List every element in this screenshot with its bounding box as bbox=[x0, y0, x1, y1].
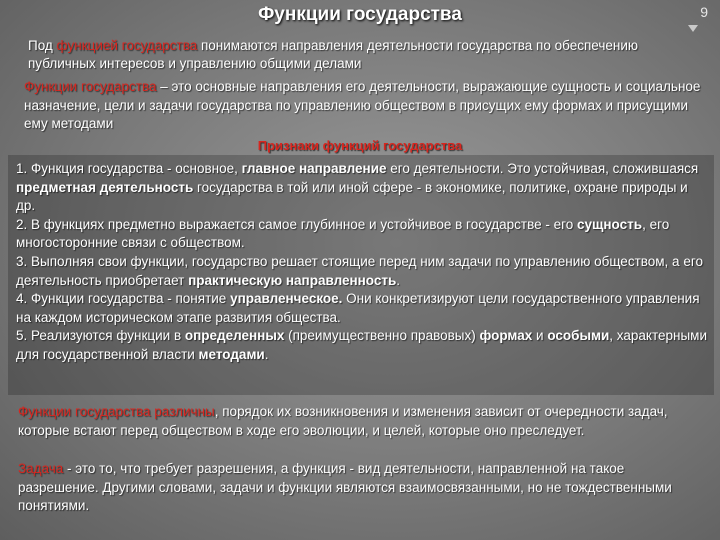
diversity-paragraph bbox=[18, 403, 708, 440]
sign-2-text: 2. В функциях предметно выражается самое глубинное и устойчивое в государстве - его bbox=[16, 216, 577, 232]
functions-term: Функции государства bbox=[24, 79, 157, 94]
sign-1-text-c: государства в той или иной сфере - в экономике, политике, охране природы и др. bbox=[16, 179, 688, 214]
signs-heading: Признаки функций государства bbox=[257, 138, 463, 153]
sign-4-text-b: Они конкретизируют цели государственного управления на каждом историческом этапе развития общества. bbox=[16, 291, 700, 325]
sign-5-text-c: и bbox=[532, 328, 548, 344]
definition-paragraph bbox=[28, 37, 708, 73]
task-text: - это то, что требует разрешения, а функция - вид деятельности, направленной на такое разрешение. Другими словами, задачи и функции являются взаимосвязанными, но не тождественными понятиями. bbox=[18, 461, 672, 514]
sign-5-text-d: , характерными для государственной власти bbox=[16, 328, 708, 362]
sign-4-text: 4. Функции государства - понятие bbox=[16, 291, 231, 307]
page-number: 9 bbox=[700, 4, 708, 20]
sign-5-text: 5. Реализуются функции в bbox=[16, 328, 185, 344]
sign-4-bold: управленческое. bbox=[230, 291, 343, 307]
sign-5-bold-d: методами bbox=[198, 346, 265, 362]
diversity-term: Функции государства различны bbox=[18, 404, 215, 419]
sign-2-text-b: , его многосторонние связи с обществом. bbox=[16, 216, 670, 251]
sign-1-bold-b: предметная деятельность bbox=[16, 179, 194, 195]
sign-2-bold: сущность bbox=[577, 216, 643, 232]
definition-text-start: Под bbox=[28, 38, 57, 53]
diversity-text: , порядок их возникновения и изменения зависит от очередности задач, которые встают перед обществом в ходе его эволюции, и целей, которые оно преследует. bbox=[18, 404, 668, 438]
sign-3-text-b: . bbox=[396, 272, 401, 288]
task-paragraph bbox=[18, 460, 708, 516]
signs-list bbox=[16, 160, 708, 365]
sign-1-bold-a: главное направление bbox=[241, 161, 387, 176]
functions-definition-text: – это основные направления его деятельности, выражающие сущность и социальное назначение, цели и задачи государства по управлению обществом в присущих ему формах и присущими ему методами bbox=[24, 79, 701, 131]
functions-definition-paragraph bbox=[24, 78, 714, 134]
sign-1-text-b: его деятельности. Это устойчивая, сложившаяся bbox=[386, 161, 699, 176]
sign-5-text-e: . bbox=[264, 346, 269, 362]
definition-text-end: понимаются направления деятельности государства по обеспечению публичных интересов и управлению общими делами bbox=[28, 38, 638, 71]
sign-5-bold-c: особыми bbox=[547, 328, 610, 344]
sign-5-text-b: (преимущественно правовых) bbox=[284, 328, 480, 344]
sign-5-bold-b: формах bbox=[479, 328, 533, 344]
sign-5-bold-a: определенных bbox=[184, 328, 285, 344]
task-term: Задача bbox=[18, 461, 64, 476]
sign-3-bold: практическую направленность bbox=[188, 272, 397, 288]
sign-3-text: 3. Выполняя свои функции, государство решает стоящие перед ним задачи по управлению обществом, а его деятельность приобретает bbox=[16, 253, 703, 288]
definition-term: функцией государства bbox=[56, 38, 198, 53]
slide-title: Функции государства bbox=[258, 4, 462, 25]
sign-1-text: 1. Функция государства - основное, bbox=[16, 161, 242, 176]
decorative-triangle-icon bbox=[688, 25, 698, 32]
